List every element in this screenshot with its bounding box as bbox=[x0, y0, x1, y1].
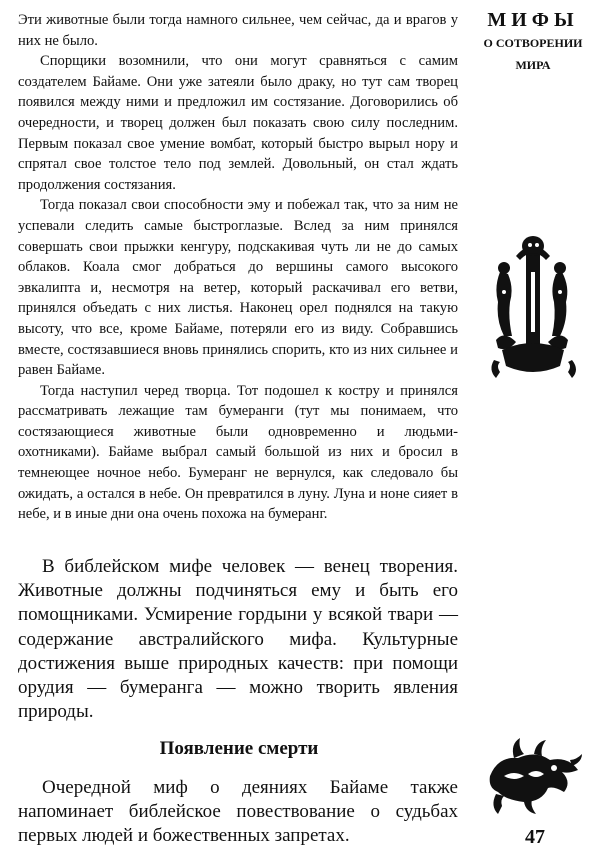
closing-paragraph: Очередной миф о деяниях Байаме также напоминает библейское повествование о судьбах первых людей и божественных запретах. bbox=[18, 777, 458, 847]
commentary-paragraph: В библейском мифе человек — венец творения. Животные должны подчиняться ему и быть его помощниками. Усмирение гордыни у всякой твари — содержание австралийского мифа. Культурные достижения выше природных качеств: при помощи орудия — бумеранга — можно творить явления природы. bbox=[18, 556, 458, 723]
paragraph: Тогда показал свои способности эму и побежал так, что за ним не успевали следить самые быстроглазые. Вслед за ним принялся совершать свои прыжки кенгуру, подскакивая чуть ли не до самых облаков. Коала смог добраться до вершины самого высокого эвкалипта и, несмотря на ветер, который раскачивал его ветви, принялся объедать с них листья. Наконец орел поднялся на такую высоту, что все, кроме Байаме, потеряли его из виду. Собравшись вместе, состязавшиеся вновь принялись спорить, кто из них сильнее и равен Байаме. bbox=[18, 197, 458, 379]
paragraph: Спорщики возомнили, что они могут сравняться с самим создателем Байаме. Они уже затеяли было драку, но тут сам творец появился между ними и предложил им состязание. Договорились об очередности, и творец должен был показать свою силу последним. Первым показал свое умение вомбат, который быстро вырыл нору и спрятал свое толстое тело под землей. Довольный, он стал ждать продолжения состязания. bbox=[18, 53, 458, 193]
commentary-block bbox=[18, 555, 458, 724]
running-header-title: МИФЫ bbox=[487, 9, 579, 31]
section-heading: Появление смерти bbox=[159, 738, 319, 759]
narrative-text bbox=[18, 10, 458, 525]
running-header-subtitle-line1: О СОТВОРЕНИИ bbox=[483, 36, 583, 50]
running-header bbox=[470, 8, 596, 76]
carved-figures-ornament-icon bbox=[486, 232, 582, 382]
closing-text bbox=[18, 776, 458, 849]
paragraph: Тогда наступил черед творца. Тот подошел к костру и принялся рассматривать лежащие там бумеранги (тут мы понимаем, что состязающиеся животные были одновременно и людьми-охотниками). Байаме выбрал самый большой из них и бросил в темнеющее ночное небо. Бумеранг не вернулся, как следовало бы ожидать, а остался в небе. Он превратился в луну. Луна и ноне сияет в небе, и в иные дни она очень похожа на бумеранг. bbox=[18, 382, 458, 523]
paragraph: Эти животные были тогда намного сильнее, чем сейчас, да и врагов у них не было. bbox=[18, 12, 458, 49]
page-number: 47 bbox=[525, 826, 545, 848]
dragon-ornament-icon bbox=[484, 736, 584, 816]
running-header-subtitle-line2: МИРА bbox=[515, 58, 551, 72]
